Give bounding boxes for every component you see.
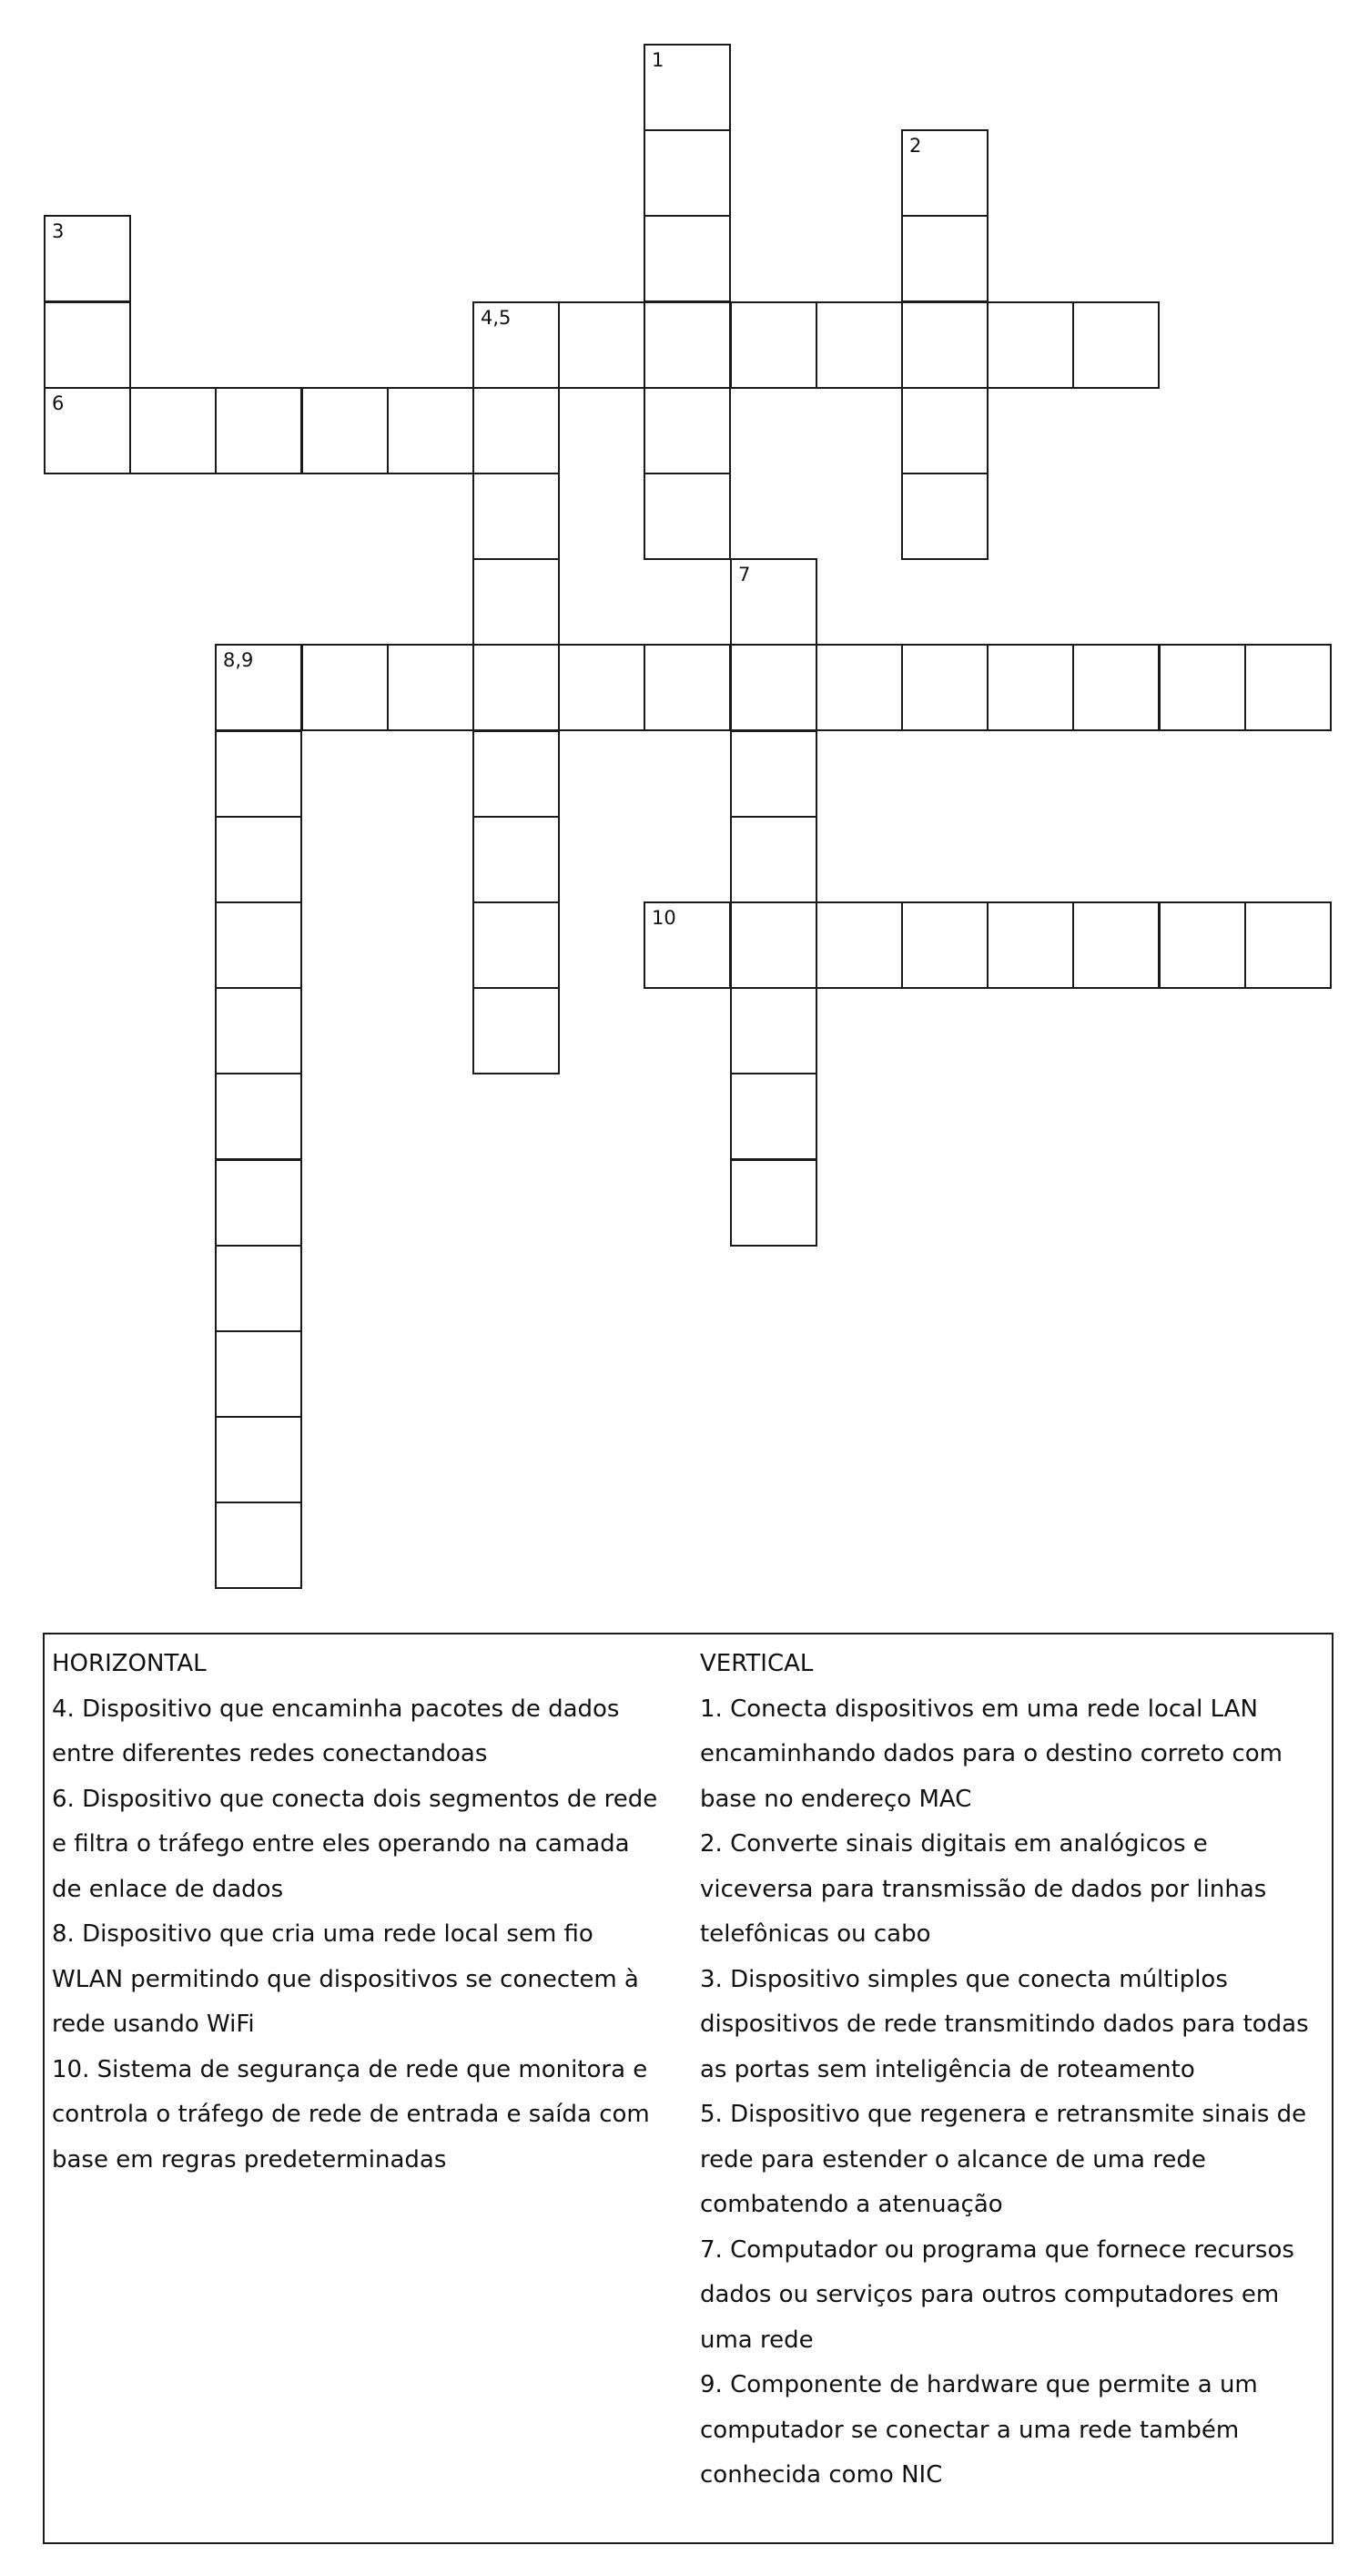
- crossword-cell[interactable]: [558, 301, 645, 389]
- vertical-clues: [700, 1642, 1337, 2499]
- crossword-cell[interactable]: [215, 1073, 302, 1160]
- crossword-cell[interactable]: [644, 44, 731, 131]
- crossword-cell[interactable]: [730, 1073, 817, 1160]
- clue-number: 8,9: [223, 649, 254, 671]
- crossword-cell[interactable]: [1244, 644, 1332, 731]
- crossword-cell[interactable]: [215, 1245, 302, 1332]
- clue-line: base em regras predeterminadas: [52, 2145, 447, 2174]
- crossword-cell[interactable]: [472, 473, 560, 560]
- clue-number: 1: [652, 49, 664, 71]
- crossword-cell[interactable]: [215, 644, 302, 731]
- crossword-cell[interactable]: [987, 901, 1074, 989]
- clue-line: 5. Dispositivo que regenera e retransmite sinais de: [700, 2101, 1307, 2128]
- crossword-cell[interactable]: [987, 644, 1074, 731]
- crossword-cell[interactable]: [901, 387, 989, 474]
- crossword-cell[interactable]: [44, 387, 131, 474]
- crossword-cell[interactable]: [215, 730, 302, 818]
- horizontal-clues: [52, 1642, 694, 2183]
- clue-number: 2: [909, 135, 922, 157]
- crossword-cell[interactable]: [301, 644, 389, 731]
- crossword-cell[interactable]: [644, 129, 731, 217]
- clue-line: 2. Converte sinais digitais em analógicos e: [700, 1830, 1208, 1858]
- clue-line: entre diferentes redes conectandoas: [52, 1740, 488, 1767]
- clue-line: dados ou serviços para outros computadores em: [700, 2281, 1280, 2308]
- clue-line: viceversa para transmissão de dados por linhas: [700, 1875, 1267, 1903]
- crossword-cell[interactable]: [901, 301, 989, 389]
- crossword-cell[interactable]: [472, 901, 560, 989]
- clue-line: dispositivos de rede transmitindo dados para todas: [700, 2011, 1309, 2038]
- crossword-cell[interactable]: [730, 558, 817, 646]
- crossword-cell[interactable]: [215, 1159, 302, 1247]
- crossword-cell[interactable]: [215, 1330, 302, 1418]
- clue-line: controla o tráfego de rede de entrada e saída com: [52, 2101, 650, 2128]
- clue-number: 7: [738, 564, 751, 585]
- crossword-cell[interactable]: [901, 129, 989, 217]
- crossword-cell[interactable]: [1072, 901, 1160, 989]
- clue-line: as portas sem inteligência de roteamento: [700, 2055, 1195, 2083]
- clue-line: telefônicas ou cabo: [700, 1920, 931, 1948]
- clue-line: computador se conectar a uma rede também: [700, 2416, 1240, 2444]
- crossword-cell[interactable]: [44, 215, 131, 302]
- crossword-cell[interactable]: [472, 816, 560, 903]
- clue-line: encaminhando dados para o destino correto com: [700, 1740, 1283, 1767]
- crossword-cell[interactable]: [215, 816, 302, 903]
- crossword-cell[interactable]: [644, 644, 731, 731]
- clue-line: combatendo a atenuação: [700, 2191, 1003, 2218]
- crossword-cell[interactable]: [558, 644, 645, 731]
- crossword-cell[interactable]: [901, 215, 989, 302]
- crossword-cell[interactable]: [215, 1416, 302, 1503]
- crossword-cell[interactable]: [1159, 901, 1246, 989]
- crossword-cell[interactable]: [472, 987, 560, 1074]
- crossword-cell[interactable]: [730, 301, 817, 389]
- crossword-cell[interactable]: [644, 473, 731, 560]
- clue-line: 6. Dispositivo que conecta dois segmentos de rede: [52, 1785, 658, 1813]
- crossword-cell[interactable]: [901, 644, 989, 731]
- clue-line: 7. Computador ou programa que fornece recursos: [700, 2235, 1294, 2264]
- crossword-cell[interactable]: [816, 901, 903, 989]
- crossword-cell[interactable]: [730, 901, 817, 989]
- crossword-cell[interactable]: [301, 387, 389, 474]
- crossword-cell[interactable]: [816, 644, 903, 731]
- crossword-cell[interactable]: [1244, 901, 1332, 989]
- clue-line: rede para estender o alcance de uma rede: [700, 2145, 1206, 2174]
- clue-line: 4. Dispositivo que encaminha pacotes de dados: [52, 1695, 620, 1723]
- crossword-cell[interactable]: [215, 901, 302, 989]
- clue-line: 3. Dispositivo simples que conecta múltiplos: [700, 1965, 1228, 1993]
- crossword-cell[interactable]: [472, 730, 560, 818]
- crossword-cell[interactable]: [472, 644, 560, 731]
- clue-line: de enlace de dados: [52, 1875, 284, 1903]
- crossword-cell[interactable]: [472, 558, 560, 646]
- clue-line: uma rede: [700, 2326, 814, 2354]
- clue-line: WLAN permitindo que dispositivos se conectem à: [52, 1965, 639, 1993]
- crossword-cell[interactable]: [730, 644, 817, 731]
- crossword-cell[interactable]: [472, 301, 560, 389]
- crossword-cell[interactable]: [644, 901, 731, 989]
- crossword-cell[interactable]: [215, 387, 302, 474]
- clue-line: 9. Componente de hardware que permite a um: [700, 2371, 1258, 2398]
- clue-line: rede usando WiFi: [52, 2011, 255, 2038]
- crossword-cell[interactable]: [215, 1502, 302, 1589]
- crossword-cell[interactable]: [1072, 301, 1160, 389]
- clue-line: 10. Sistema de segurança de rede que monitora e: [52, 2055, 648, 2083]
- clue-number: 10: [652, 907, 676, 929]
- vertical-heading: VERTICAL: [700, 1650, 814, 1677]
- clue-line: e filtra o tráfego entre eles operando na camada: [52, 1830, 630, 1858]
- clue-line: base no endereço MAC: [700, 1785, 972, 1813]
- clue-number: 3: [52, 220, 65, 242]
- crossword-cell[interactable]: [730, 816, 817, 903]
- crossword-cell[interactable]: [644, 387, 731, 474]
- crossword-cell[interactable]: [472, 387, 560, 474]
- crossword-cell[interactable]: [816, 301, 903, 389]
- crossword-cell[interactable]: [644, 215, 731, 302]
- clue-number: 4,5: [481, 307, 512, 329]
- crossword-cell[interactable]: [901, 473, 989, 560]
- crossword-cell[interactable]: [901, 901, 989, 989]
- crossword-cell[interactable]: [129, 387, 217, 474]
- clue-line: 8. Dispositivo que cria uma rede local sem fio: [52, 1920, 593, 1948]
- clue-number: 6: [52, 392, 65, 414]
- clue-line: conhecida como NIC: [700, 2461, 943, 2489]
- horizontal-heading: HORIZONTAL: [52, 1650, 207, 1677]
- crossword-cell[interactable]: [215, 987, 302, 1074]
- crossword-cell[interactable]: [44, 301, 131, 389]
- crossword-cell[interactable]: [644, 301, 731, 389]
- crossword-cell[interactable]: [1159, 644, 1246, 731]
- crossword-cell[interactable]: [730, 730, 817, 818]
- crossword-cell[interactable]: [387, 644, 474, 731]
- crossword-cell[interactable]: [730, 1159, 817, 1247]
- crossword-cell[interactable]: [730, 987, 817, 1074]
- crossword-cell[interactable]: [1072, 644, 1160, 731]
- clue-panel: [43, 1633, 1334, 2544]
- crossword-cell[interactable]: [387, 387, 474, 474]
- crossword-cell[interactable]: [987, 301, 1074, 389]
- clue-line: 1. Conecta dispositivos em uma rede local LAN: [700, 1695, 1258, 1723]
